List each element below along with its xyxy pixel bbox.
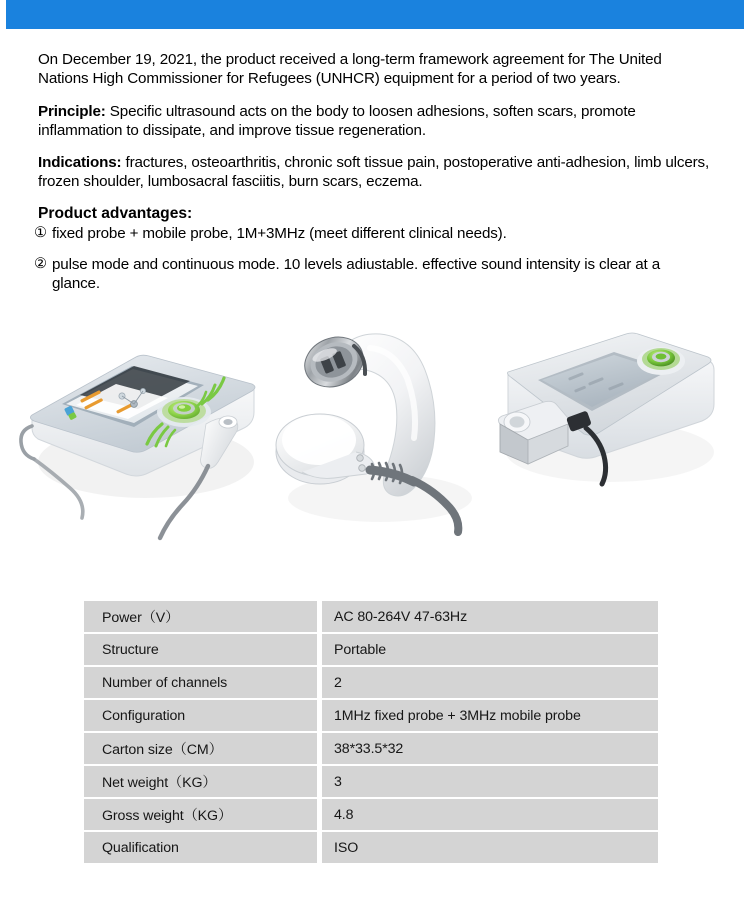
top-banner xyxy=(6,0,744,29)
principle-paragraph xyxy=(38,102,710,140)
product-image-gallery xyxy=(0,312,750,570)
spec-label: Net weight（KG） xyxy=(84,766,317,797)
table-row xyxy=(84,832,658,863)
product-photo-probe-handpiece xyxy=(262,312,492,570)
principle-label: Principle: xyxy=(38,103,106,120)
table-row xyxy=(84,700,658,731)
spec-label: Structure xyxy=(84,634,317,665)
principle-text: Specific ultrasound acts on the body to loosen adhesions, soften scars, promote inflammation to dissipate, and improve tissue regeneration. xyxy=(38,103,636,139)
spec-value: 1MHz fixed probe + 3MHz mobile probe xyxy=(322,700,658,731)
table-row xyxy=(84,634,658,665)
spec-value: 38*33.5*32 xyxy=(322,733,658,764)
table-row xyxy=(84,667,658,698)
product-description-block xyxy=(34,50,710,305)
table-row xyxy=(84,733,658,764)
spec-label: Power（V） xyxy=(84,601,317,632)
specification-table xyxy=(84,601,658,865)
product-advantages-heading: Product advantages: xyxy=(38,205,193,222)
spec-value: 3 xyxy=(322,766,658,797)
spec-value: 2 xyxy=(322,667,658,698)
spec-value: ISO xyxy=(322,832,658,863)
circled-number-two-icon: ② xyxy=(34,256,47,272)
advantage-item-2 xyxy=(34,255,710,293)
spec-label: Carton size（CM） xyxy=(84,733,317,764)
spec-label: Number of channels xyxy=(84,667,317,698)
table-row xyxy=(84,799,658,830)
indications-label: Indications: xyxy=(38,154,122,171)
table-row xyxy=(84,601,658,632)
spec-label: Gross weight（KG） xyxy=(84,799,317,830)
intro-paragraph: On December 19, 2021, the product received a long-term framework agreement for The United Nations High Commissioner for Refugees (UNHCR) equipment for a period of two years. xyxy=(38,51,662,87)
ultrasound-console-side-illustration xyxy=(482,312,728,570)
product-photo-console-with-probe xyxy=(18,312,280,570)
indications-paragraph xyxy=(38,153,710,191)
advantage-item-1 xyxy=(34,224,710,243)
indications-text: fractures, osteoarthritis, chronic soft tissue pain, postoperative anti-adhesion, limb ulcers, frozen shoulder, lumbosacral fasciitis, burn scars, eczema. xyxy=(38,154,710,190)
spec-label: Qualification xyxy=(84,832,317,863)
spec-label: Configuration xyxy=(84,700,317,731)
spec-value: Portable xyxy=(322,634,658,665)
spec-value: 4.8 xyxy=(322,799,658,830)
ultrasound-probe-illustration xyxy=(262,312,492,570)
product-photo-console-side-view xyxy=(482,312,728,570)
table-row xyxy=(84,766,658,797)
ultrasound-console-illustration xyxy=(18,312,280,570)
advantage-item-1-text: fixed probe + mobile probe, 1M+3MHz (meet different clinical needs). xyxy=(52,225,507,242)
spec-value: AC 80-264V 47-63Hz xyxy=(322,601,658,632)
advantage-item-2-text: pulse mode and continuous mode. 10 levels adiustable. effective sound intensity is clear at a glance. xyxy=(52,256,660,292)
circled-number-one-icon: ① xyxy=(34,225,47,241)
